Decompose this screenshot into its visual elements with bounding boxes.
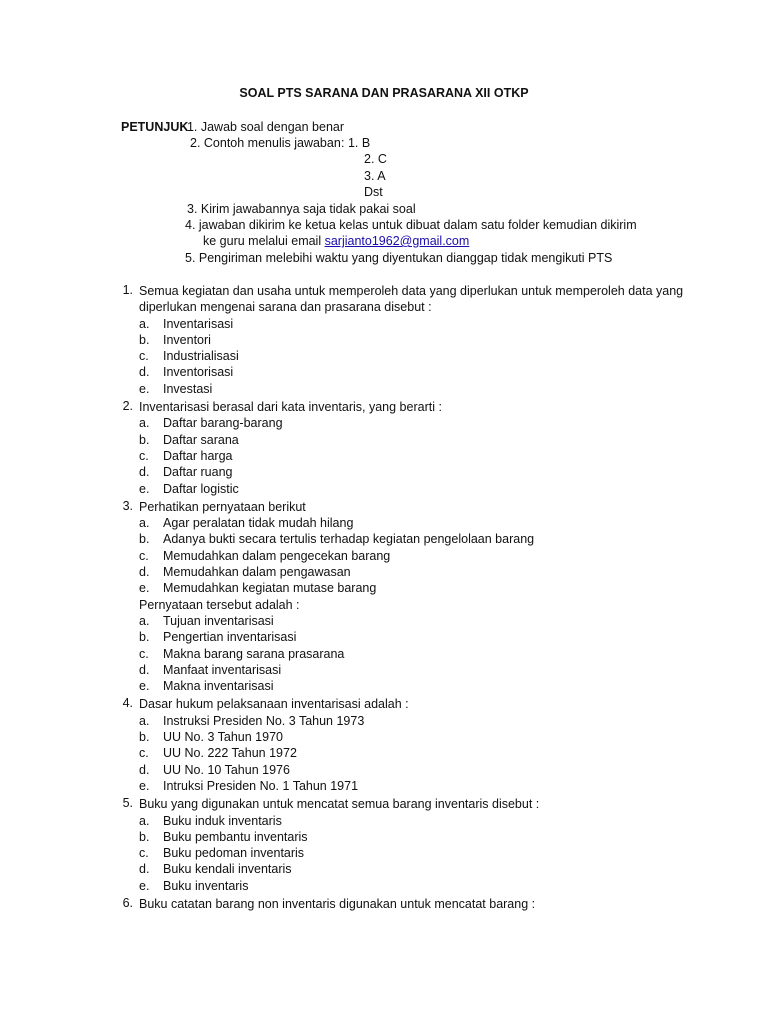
option-letter: e. [139,381,150,396]
answer-option [0,778,768,794]
answer-option [0,432,768,448]
option-text: Buku inventaris [163,878,249,893]
option-text: Buku pedoman inventaris [163,846,305,861]
option-letter: c. [139,846,149,861]
option-text: Memudahkan dalam pengawasan [163,565,351,580]
question-text: Dasar hukum pelaksanaan inventarisasi adalah : [139,697,409,712]
option-letter: b. [139,730,150,745]
document-title: SOAL PTS SARANA DAN PRASARANA XII OTKP [239,86,529,100]
option-letter: d. [139,862,150,877]
option-letter: c. [139,646,149,661]
option-text: Instruksi Presiden No. 3 Tahun 1973 [163,713,365,728]
option-text: Daftar logistic [163,481,239,496]
option-letter: e. [139,778,150,793]
petunjuk-line-4-cont [203,233,469,249]
answer-option [0,813,768,829]
answer-option [0,861,768,877]
option-text: Daftar ruang [163,465,233,480]
question-text: Buku catatan barang non inventaris digunakan untuk mencatat barang : [139,896,536,911]
option-text: UU No. 10 Tahun 1976 [163,762,290,777]
answer-option [0,762,768,778]
option-text: Memudahkan kegiatan mutase barang [163,581,377,596]
option-text: Pengertian inventarisasi [163,630,297,645]
option-text: Investasi [163,381,213,396]
answer-option [0,729,768,745]
petunjuk-line-2: 2. Contoh menulis jawaban [190,136,341,150]
question-number: 3. [122,498,133,513]
answer-option [0,515,768,531]
option-letter: a. [139,713,150,728]
option-text: Agar peralatan tidak mudah hilang [163,516,354,531]
question-number: 6. [122,895,133,910]
answer-option [0,829,768,845]
option-text: Intruksi Presiden No. 1 Tahun 1971 [163,778,359,793]
question-4 [0,696,768,794]
option-text: Buku pembantu inventaris [163,829,308,844]
option-text: Adanya bukti secara tertulis terhadap kegiatan pengelolaan barang [163,532,535,547]
answer-option [0,629,768,645]
answer-option [0,662,768,678]
option-letter: a. [139,516,150,531]
petunjuk-line-5: 5. Pengiriman melebihi waktu yang diyentukan dianggap tidak mengikuti PTS [185,251,613,265]
option-text: Inventorisasi [163,365,234,380]
option-letter: b. [139,532,150,547]
question-number: 1. [122,283,133,297]
answer-option [0,464,768,480]
option-text: UU No. 3 Tahun 1970 [163,730,283,745]
petunjuk-email-prefix: ke guru melalui email [203,234,322,248]
option-letter: b. [139,630,150,645]
question-subtext: Pernyataan tersebut adalah : [139,597,300,612]
answer-option [0,678,768,694]
answer-option [0,531,768,547]
answer-option [0,364,768,380]
answer-option [0,878,768,894]
option-text: Makna inventarisasi [163,679,274,694]
option-letter: d. [139,762,150,777]
answer-option [0,348,768,364]
option-letter: d. [139,662,150,677]
question-list [0,283,768,912]
question-2 [0,399,768,497]
answer-option [0,580,768,596]
question-text: Perhatikan pernyataan berikut [139,499,306,514]
option-letter: c. [139,548,149,563]
petunjuk-example-1: : 1. B [341,136,371,150]
option-letter: e. [139,679,150,694]
email-link[interactable]: sarjianto1962@gmail.com [324,234,470,248]
petunjuk-example-2: 2. C [364,152,387,166]
petunjuk-example-3: 3. A [364,169,386,183]
question-3 [0,499,768,695]
answer-option [0,332,768,348]
option-text: Daftar barang-barang [163,416,283,431]
answer-option [0,613,768,629]
question-5 [0,796,768,894]
question-text: Inventarisasi berasal dari kata inventaris, yang berarti : [139,400,442,415]
answer-option [0,481,768,497]
answer-option [0,448,768,464]
option-text: Buku induk inventaris [163,813,282,828]
question-1 [0,283,768,397]
question-number: 5. [122,796,133,811]
option-letter: a. [139,316,150,331]
option-letter: e. [139,878,150,893]
option-text: Daftar sarana [163,432,239,447]
option-letter: a. [139,416,150,431]
option-letter: e. [139,581,150,596]
option-letter: a. [139,813,150,828]
option-letter: d. [139,465,150,480]
option-letter: b. [139,332,150,347]
answer-option [0,564,768,580]
petunjuk-line-1: : 1. Jawab soal dengan benar [180,120,345,134]
option-text: Inventori [163,332,211,347]
answer-option [0,646,768,662]
answer-option [0,845,768,861]
option-letter: c. [139,349,149,364]
option-text: Industrialisasi [163,349,239,364]
question-number: 2. [122,399,133,414]
option-letter: b. [139,829,150,844]
option-letter: c. [139,448,149,463]
petunjuk-line-4: 4. jawaban dikirim ke ketua kelas untuk dibuat dalam satu folder kemudian dikirim [185,218,637,232]
question-6 [0,896,768,912]
question-text: Semua kegiatan dan usaha untuk memperoleh data yang diperlukan untuk memperoleh data yang diperlukan mengenai sarana dan prasarana disebut : [139,284,684,315]
petunjuk-label: PETUNJUK [121,120,189,134]
option-letter: e. [139,481,150,496]
option-text: UU No. 222 Tahun 1972 [163,746,297,761]
petunjuk-example-dst: Dst [364,185,383,199]
option-text: Inventarisasi [163,316,234,331]
option-letter: d. [139,365,150,380]
option-text: Makna barang sarana prasarana [163,646,345,661]
question-number: 4. [122,696,133,711]
answer-option [0,415,768,431]
option-text: Tujuan inventarisasi [163,613,274,628]
option-text: Manfaat inventarisasi [163,662,282,677]
answer-option [0,381,768,397]
answer-option [0,548,768,564]
option-letter: d. [139,565,150,580]
option-letter: b. [139,432,150,447]
option-text: Buku kendali inventaris [163,862,292,877]
option-letter: a. [139,613,150,628]
petunjuk-line-3: 3. Kirim jawabannya saja tidak pakai soal [187,202,416,216]
option-letter: c. [139,746,149,761]
question-text: Buku yang digunakan untuk mencatat semua barang inventaris disebut : [139,797,540,812]
answer-option [0,745,768,761]
option-text: Memudahkan dalam pengecekan barang [163,548,391,563]
answer-option [0,316,768,332]
answer-option [0,713,768,729]
option-text: Daftar harga [163,448,233,463]
